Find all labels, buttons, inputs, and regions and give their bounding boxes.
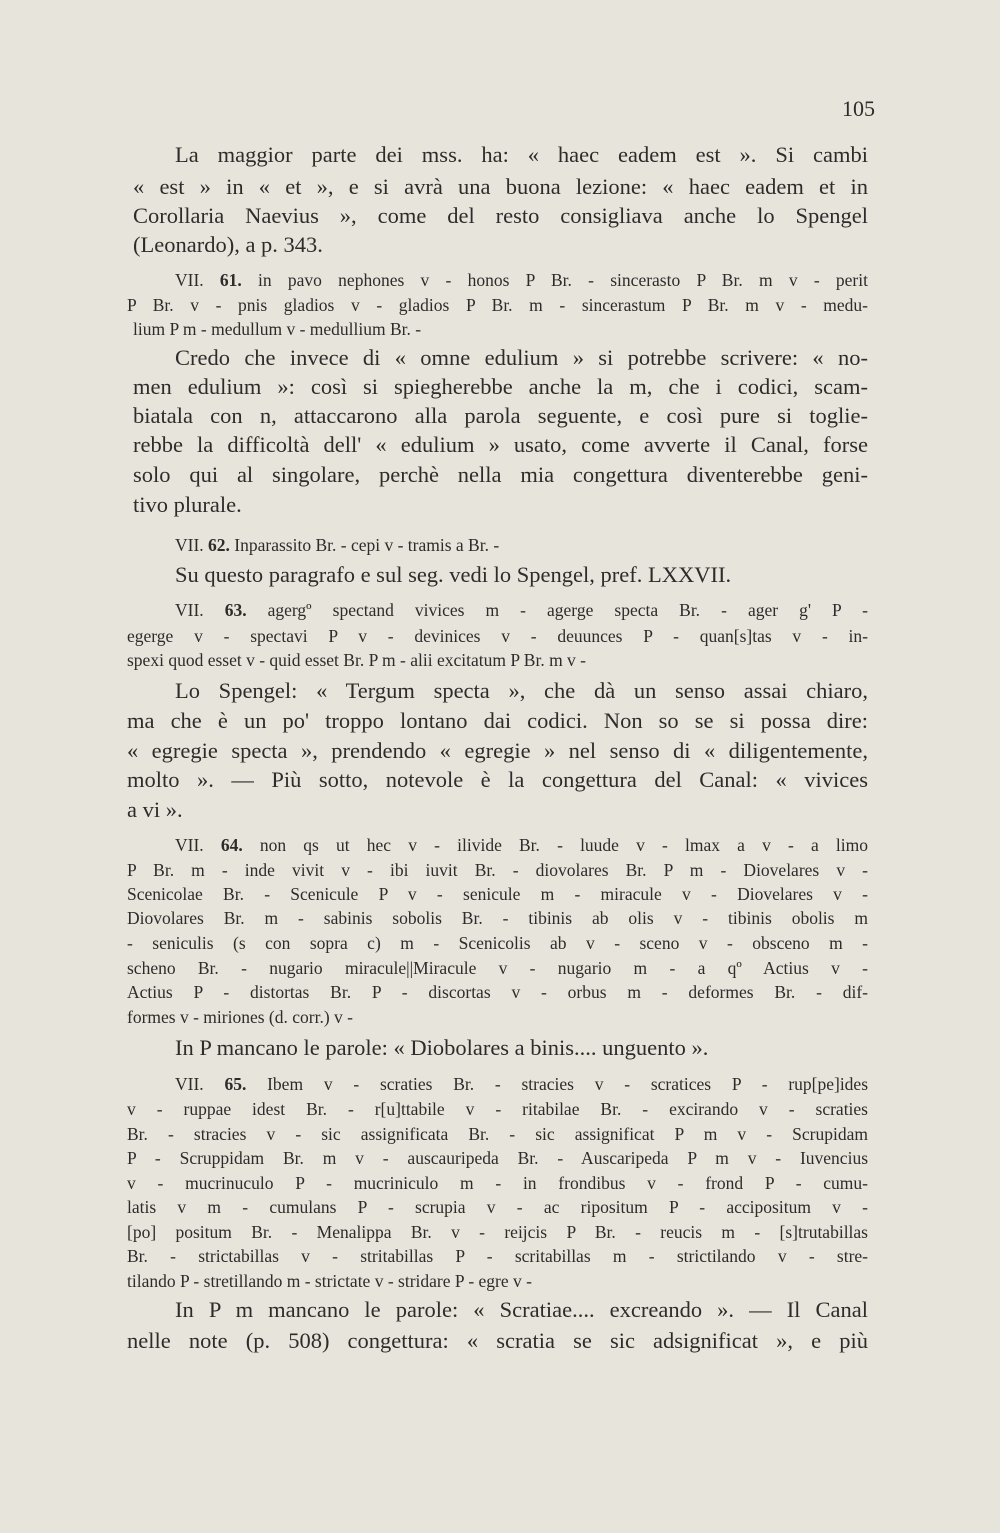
text-line: Br. - stracies v - sic assignificata Br. - sic assignificat P m v - Scrupidam [127, 1124, 868, 1144]
text-line [123, 835, 868, 856]
text-line: men edulium »: così si spiegherebbe anche la m, che i codici, scam- [133, 374, 868, 399]
text-line: solo qui al singolare, perchè nella mia congettura diventerebbe geni- [133, 462, 868, 487]
text-line: egerge v - spectavi P v - devinices v - deuunces P - quan[s]tas v - in- [127, 626, 868, 646]
text-line: P Br. v - pnis gladios v - gladios P Br. m - sincerastum P Br. m v - medu- [127, 295, 868, 315]
section-number: 61. [219, 270, 242, 290]
text-line [123, 1074, 868, 1095]
text-line: molto ». — Più sotto, notevole è la congettura del Canal: « vivices [127, 767, 868, 792]
text-line: La maggior parte dei mss. ha: « haec eadem est ». Si cambi [175, 142, 868, 167]
section-number: 63. [224, 600, 247, 620]
section-number: 65. [224, 1074, 247, 1094]
line-text: Inparassito Br. - cepi v - tramis a Br. - [229, 535, 500, 555]
text-line: In P m mancano le parole: « Scratiae.... excreando ». — Il Canal [175, 1297, 868, 1322]
line-text: Ibem v - scraties Br. - stracies v - scratices P - rup[pe]ides [246, 1074, 869, 1094]
text-line: Su questo paragrafo e sul seg. vedi lo Spengel, pref. LXXVII. [175, 562, 732, 587]
section-label: VII. [175, 1074, 225, 1094]
text-line: In P mancano le parole: « Diobolares a binis.... unguento ». [175, 1035, 709, 1060]
text-line: Br. - strictabillas v - stritabillas P - scritabillas m - strictilando v - stre- [127, 1246, 868, 1266]
line-text: agergº spectand vivices m - agerge specta Br. - ager g' P - [246, 600, 868, 620]
text-line: v - mucrinuculo P - mucriniculo m - in frondibus v - frond P - cumu- [127, 1173, 868, 1193]
line-text: non qs ut hec v - ilivide Br. - luude v - lmax a v - a limo [242, 835, 869, 855]
section-label: VII. [175, 270, 220, 290]
page-number: 105 [842, 96, 875, 121]
section-number: 64. [220, 835, 243, 855]
text-line: Actius P - distortas Br. P - discortas v - orbus m - deformes Br. - dif- [127, 982, 868, 1002]
text-line: latis v m - cumulans P - scrupia v - ac ripositum P - accipositum v - [127, 1197, 868, 1217]
text-line: v - ruppae idest Br. - r[u]ttabile v - ritabilae Br. - excirando v - scraties [127, 1099, 868, 1119]
text-line: nelle note (p. 508) congettura: « scratia se sic adsignificat », e più [127, 1328, 868, 1353]
text-line: P - Scruppidam Br. m v - auscauripeda Br. - Auscaripeda P m v - Iuvencius [127, 1148, 868, 1168]
text-line [123, 535, 868, 556]
section-label: VII. [175, 835, 221, 855]
text-line: ma che è un po' troppo lontano dai codici. Non so se si possa dire: [127, 708, 868, 733]
line-text: in pavo nephones v - honos P Br. - sincerasto P Br. m v - perit [241, 270, 868, 290]
section-label: VII. [175, 535, 209, 555]
text-line: scheno Br. - nugario miracule||Miracule v - nugario m - a qº Actius v - [127, 958, 868, 978]
text-line: tilando P - stretillando m - strictate v - stridare P - egre v - [127, 1271, 532, 1291]
section-label: VII. [175, 600, 225, 620]
text-line [123, 270, 868, 291]
text-line [123, 600, 868, 621]
text-line: formes v - miriones (d. corr.) v - [127, 1007, 353, 1027]
section-number: 62. [208, 535, 230, 555]
text-line: Credo che invece di « omne edulium » si potrebbe scrivere: « no- [175, 345, 868, 370]
text-line: Diovolares Br. m - sabinis sobolis Br. - tibinis ab olis v - tibinis obolis m [127, 908, 868, 928]
text-line: « est » in « et », e si avrà una buona lezione: « haec eadem et in [133, 174, 868, 199]
text-line: spexi quod esset v - quid esset Br. P m - alii excitatum P Br. m v - [127, 650, 587, 670]
text-line: « egregie specta », prendendo « egregie » nel senso di « diligentemente, [127, 738, 868, 763]
text-line: (Leonardo), a p. 343. [133, 232, 323, 257]
text-line: a vi ». [127, 797, 183, 822]
text-line: tivo plurale. [133, 492, 242, 517]
text-line: P Br. m - inde vivit v - ibi iuvit Br. - diovolares Br. P m - Diovelares v - [127, 860, 868, 880]
text-line: - seniculis (s con sopra c) m - Scenicolis ab v - sceno v - obsceno m - [127, 933, 868, 953]
text-line: rebbe la difficoltà dell' « edulium » usato, come avverte il Canal, forse [133, 432, 868, 457]
text-line: biatala con n, attaccarono alla parola seguente, e così pure si toglie- [133, 403, 868, 428]
text-line: [po] positum Br. - Menalippa Br. v - reijcis P Br. - reucis m - [s]trutabillas [127, 1222, 868, 1242]
text-line: Corollaria Naevius », come del resto consigliava anche lo Spengel [133, 203, 868, 228]
text-line: Lo Spengel: « Tergum specta », che dà un senso assai chiaro, [175, 678, 868, 703]
text-line: Scenicolae Br. - Scenicule P v - senicule m - miracule v - Diovelares v - [127, 884, 868, 904]
text-line: lium P m - medullum v - medullium Br. - [133, 319, 422, 339]
